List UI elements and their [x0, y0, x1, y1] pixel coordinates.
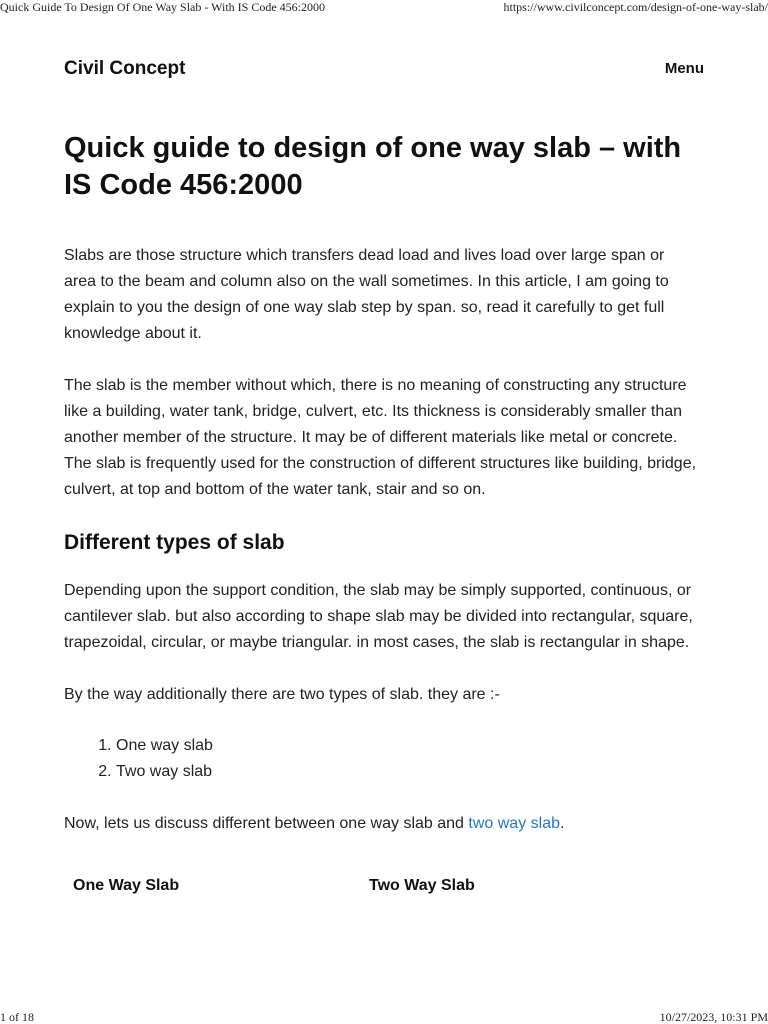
- print-page-title: Quick Guide To Design Of One Way Slab - With IS Code 456:2000: [0, 0, 326, 14]
- article-content: [64, 130, 700, 901]
- list-item: 1. One way slab: [116, 733, 700, 759]
- comparison-intro-end: .: [559, 815, 565, 832]
- menu-button[interactable]: Menu: [664, 60, 704, 77]
- support-condition-paragraph: Depending upon the support condition, the slab may be simply supported, continuous, or cantilever slab. but also according to shape slab may be divided into rectangular, square, trapezoidal, circular, or maybe triangular. in most cases, the slab is rectangular in shape.: [64, 582, 693, 651]
- two-way-slab-link[interactable]: two way slab: [468, 815, 560, 832]
- print-datetime: 10/27/2023, 10:31 PM: [659, 1010, 768, 1024]
- site-header: [64, 58, 704, 84]
- print-page-url: https://www.civilconcept.com/design-of-one-way-slab/: [503, 0, 768, 14]
- article-title: Quick guide to design of one way slab – with IS Code 456:2000: [64, 132, 682, 201]
- table-header-one-way: One Way Slab: [73, 877, 180, 894]
- intro-paragraph: Slabs are those structure which transfers dead load and lives load over large span or area to the beam and column also on the wall sometimes. In this article, I am going to explain to you the design of one way slab step by span. so, read it carefully to get full knowledge about it.: [64, 247, 669, 342]
- slab-definition-paragraph: The slab is the member without which, there is no meaning of constructing any structure like a building, water tank, bridge, culvert, etc. Its thickness is considerably smaller than another member of the structure. It may be of different materials like metal or concrete. The slab is frequently used for the construction of different structures like building, bridge, culvert, at top and bottom of the water tank, stair and so on.: [64, 377, 697, 498]
- site-title-link[interactable]: Civil Concept: [64, 58, 186, 79]
- slab-types-list: [64, 733, 700, 785]
- table-header-two-way: Two Way Slab: [369, 877, 475, 894]
- comparison-intro-text: Now, lets us discuss different between one way slab and: [64, 815, 469, 832]
- page-counter: 1 of 18: [0, 1010, 34, 1024]
- comparison-intro-paragraph: [64, 811, 700, 837]
- comparison-table-header: [64, 877, 700, 901]
- list-item: 2. Two way slab: [116, 759, 700, 785]
- section-heading-types: Different types of slab: [64, 531, 285, 554]
- two-types-paragraph: By the way additionally there are two types of slab. they are :-: [64, 686, 500, 703]
